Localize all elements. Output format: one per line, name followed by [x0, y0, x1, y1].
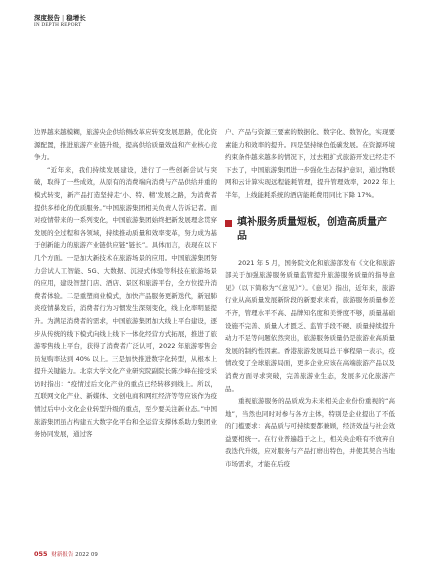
body-paragraph: 2021 年 5 月，国务院文化和旅游部发布《文化和旅游部关于加强旅游服务质量监管提升旅游服务质量的指导意见》（以下简称为“《意见》”）。《意见》指出，近年来，旅游行业从高质量发展新阶段的新要求来看，旅游服务质量参差不齐，管理水平不高、品牌知名度和美誉度不够，质量基础设施不完善、质量人才匮乏、监管手段不硬、质量持续提升动力不足等问题依然突出，旅游服务质量仍是旅游业高质量发展的制约性因素。香港旅游发展局总干事程鼎一表示，疫情改变了全球旅游局面，更多企业应该在高端旅游产品以及消费方面寻求突破，完善旅游业生态，发展多元化旅游产品。 [225, 258, 395, 393]
section-heading [225, 216, 395, 245]
body-paragraph: 边界越来越模糊，旅游央企供给侧改革应转变发展思路，优化资源配置，推进旅游产业链升级，提高供给质量效益和产业核心竞争力。 [34, 128, 217, 162]
square-bullet-icon [225, 220, 232, 227]
left-column [34, 126, 217, 441]
header-title-primary: 深度报告 [34, 14, 60, 22]
body-paragraph: 重视旅游服务的品质成为未来相关企业份份重视的“高地”，当然也同时对参与各方主体，特别是企业提出了不低的门槛要求：高品质与可持续要都兼顾，经济效益与社会效益要相统一。在行业普遍趋于之上，相关央企唯有不放弃自我迭代升级，应对服务与产品打磨出特色，并使其契合当地市场需求，才能在后疫 [225, 397, 395, 469]
section-title: 填补服务质量短板，创造高质量产品 [237, 216, 387, 243]
right-column [225, 126, 395, 471]
header-subtitle: IN DEPTH REPORT [34, 22, 82, 28]
header-title-secondary: 稳增长 [66, 14, 86, 22]
page-header [34, 14, 86, 29]
header-separator: | [62, 14, 65, 22]
magazine-name: 财新报告 [51, 552, 74, 558]
issue-date: 2022 09 [75, 552, 98, 558]
header-title [34, 14, 86, 22]
body-paragraph: 户、产品与资源三要素的数据化、数字化、数智化，实现要素能力和效率的提升。四是坚持绿色低碳发展。在资源环境约束条件越来越多的情况下，过去粗扩式旅游开发已经走不下去了，中国旅游集团进一步强化生态保护意识，通过物联网和云计算实现远程能耗管理，提升管理效率，2022 年上半年，上线能耗系统的酒店能耗费用同比下降 17%。 [225, 128, 395, 199]
body-paragraph: “近年来，我们持续发展建设，进行了一些创新尝试与突破，取得了一些成效，从原有的消费端向消费与产品供给并重的模式转变，新产品打造坚持走‘小、特、精’发展之路，为消费者提供多样化的优质服务。”中国旅游集团相关负责人告诉记者。面对疫情带来的一系列变化，中国旅游集团始终把新发展理念贯穿发展的全过程和各领域，持续推动质量和效率变革，努力成为基于创新能力的旅游产业链供应链“链长”。具体而言，表现在以下几个方面。一是加大新技术在旅游场景的应用。中国旅游集团努力尝试人工智能、5G、大数据、沉浸式体验等科技在旅游场景的应用，建设智慧门店、酒店、景区和旅游平台，全方位提升消费者体验。二是重塑商业模式，加快产品服务更新迭代，新冠肺炎疫情暴发后，消费者行为习惯发生深刻变化，线上化率明显提升。为满足消费者的需求，中国旅游集团加大线上平台建设，逐步从传统的线下模式向线上线下一体化经营方式拓展，推进了旅游零售线上平台，获得了消费者广泛认可，2022 年旅游零售会员复购率达到 40% 以上。三是加快推进数字化转型，从根本上提升关键能力。北京大学文化产业研究院副院长陈少峰在接受采访时指出：“疫情过后文化产业的重点已经转移到线上。所以，互联网文化产业、新媒体、文创电商和网红经济等等应该作为疫情过后中小文化企业转型升级的重点，至少要关注新业态。”中国旅游集团虽占构建五大数字化平台和全运营支撑体系助力集团业务协同发展，通过客 [34, 165, 217, 439]
page-footer [34, 550, 98, 559]
page-number: 055 [34, 550, 48, 558]
